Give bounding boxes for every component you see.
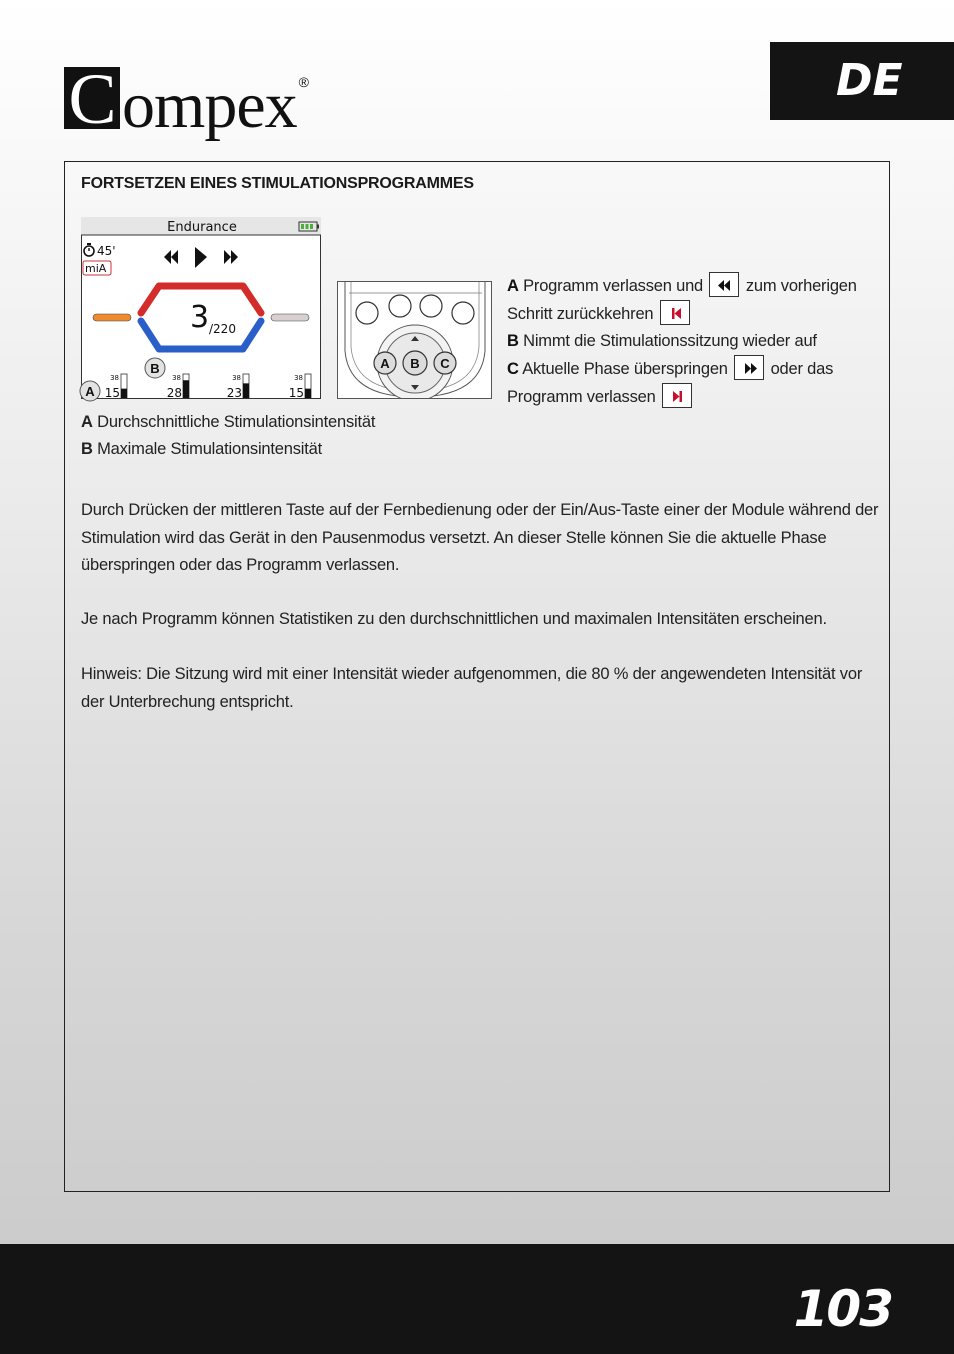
legend-key-b: B: [507, 332, 519, 350]
logo-initial: C: [64, 67, 120, 129]
channel-max-value: 38: [110, 374, 119, 382]
intensity-legend-a: [81, 409, 375, 436]
paragraph-statistics: Je nach Programm können Statistiken zu den durchschnittlichen und maximalen Intensitäten erscheinen.: [81, 610, 827, 628]
program-name: Endurance: [167, 220, 237, 235]
intensity-legend-b: [81, 436, 375, 463]
intensity-text-b: Maximale Stimulationsintensität: [97, 440, 323, 458]
legend-c-text-2: oder das Programm verlassen: [507, 360, 834, 406]
channel-max-value: 38: [172, 374, 181, 382]
stopwatch-icon: [84, 243, 94, 256]
remote-button-1: [356, 302, 378, 324]
marker-a: A: [85, 384, 95, 399]
marker-b: B: [150, 361, 160, 376]
play-icon: [195, 247, 207, 268]
content-frame: [64, 161, 890, 1192]
channel-avg-value: 28: [166, 386, 182, 400]
remote-label-c: C: [440, 356, 450, 371]
intensity-key-b: B: [81, 440, 93, 458]
channel-avg-value: 23: [226, 386, 242, 400]
page-number: 103: [793, 1280, 892, 1338]
legend-a-text-2: zum vorherigen Schritt zurückkehren: [507, 277, 857, 323]
remote-button-3: [420, 295, 442, 317]
legend-a-text-1: Programm verlassen und: [523, 277, 704, 295]
section-title: FORTSETZEN EINES STIMULATIONSPROGRAMMES: [81, 175, 474, 192]
channel-meter-fill: [305, 389, 311, 398]
phase-current: 3: [190, 300, 210, 335]
legend-item-b: [507, 328, 881, 355]
remote-button-4: [452, 302, 474, 324]
channel-avg-value: 15: [288, 386, 304, 400]
channel-avg-value: 15: [104, 386, 120, 400]
right-channel-bar: [271, 314, 309, 321]
intensity-text-a: Durchschnittliche Stimulationsintensität: [97, 413, 376, 431]
mode-badge: miA: [85, 262, 107, 275]
remote-svg: [337, 281, 492, 399]
legend-item-c: [507, 355, 881, 411]
language-tab: DE: [770, 42, 954, 120]
channel-meter-fill: [183, 380, 189, 398]
skip-back-icon: [660, 300, 690, 325]
legend-b-text: Nimmt die Stimulationssitzung wieder auf: [523, 332, 817, 350]
channel-max-value: 38: [294, 374, 303, 382]
legend-key-a: A: [507, 277, 519, 295]
paragraph-note: Hinweis: Die Sitzung wird mit einer Intensität wieder aufgenommen, die 80 % der angewendeten Intensität vor der Unterbrechung entspricht.: [81, 665, 863, 711]
remote-label-a: A: [380, 356, 390, 371]
paragraph-pause-mode: Durch Drücken der mittleren Taste auf der Fernbedienung oder der Ein/Aus-Taste einer der Module während der Stimulation wird das Gerät in den Pausenmodus versetzt. An dieser Stelle können Sie die aktuelle Phase überspringen oder das Programm verlassen.: [81, 501, 879, 574]
phase-total: /220: [209, 322, 236, 336]
device-screen-svg: [81, 217, 321, 399]
rewind-icon: [164, 250, 178, 264]
remote-control-illustration: [337, 281, 492, 399]
legend-c-text-1: Aktuelle Phase überspringen: [522, 360, 728, 378]
intensity-legend: [81, 409, 375, 463]
rewind-button-icon: [709, 272, 739, 297]
skip-forward-icon: [662, 383, 692, 408]
channel-meters: [105, 374, 311, 400]
device-screen-illustration: [81, 217, 321, 399]
legend-key-c: C: [507, 360, 519, 378]
registered-mark: ®: [298, 74, 308, 90]
logo-text: ompex: [122, 69, 297, 142]
intensity-key-a: A: [81, 413, 93, 431]
left-channel-bar: [93, 314, 131, 321]
channel-meter-fill: [121, 389, 127, 398]
timer-value: 45': [97, 244, 116, 258]
legend-item-a: [507, 272, 881, 328]
fast-forward-icon: [224, 250, 238, 264]
button-legend: [507, 272, 881, 411]
compex-logo: [64, 44, 308, 142]
footer-bar: [0, 1244, 954, 1354]
remote-label-b: B: [410, 356, 420, 371]
channel-max-value: 38: [232, 374, 241, 382]
remote-button-2: [389, 295, 411, 317]
channel-meter-fill: [243, 383, 249, 398]
fast-forward-button-icon: [734, 355, 764, 380]
